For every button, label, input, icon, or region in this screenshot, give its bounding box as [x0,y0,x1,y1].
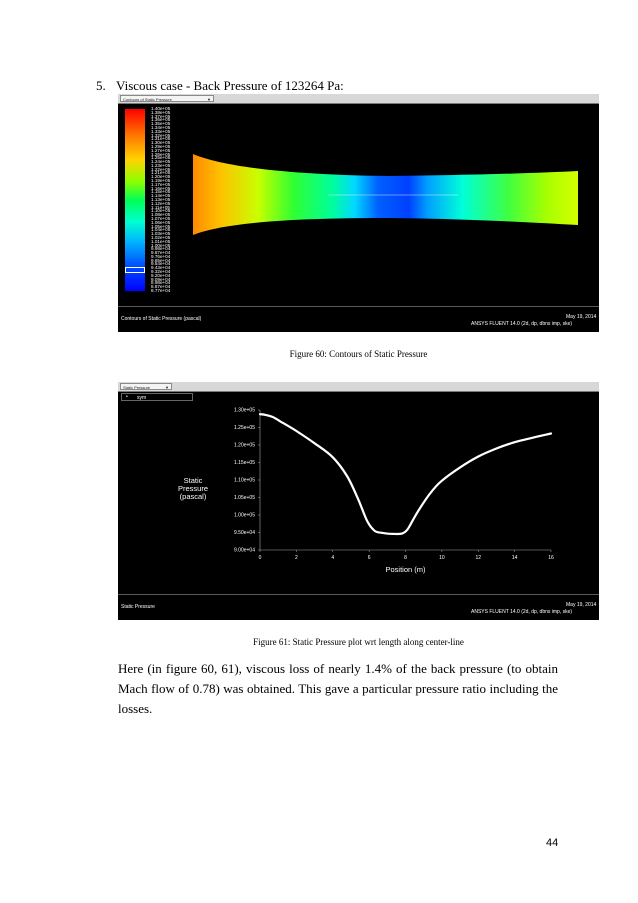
y-tick-label: 1.00e+05 [234,512,255,519]
colorbar-label: 9.87e+04 [151,250,171,256]
colorbar-label: 1.03e+05 [151,231,171,237]
figure-61-footer-solver: ANSYS FLUENT 14.0 (2d, dp, dbns imp, ske) [471,609,573,615]
x-axis-label: Position (m) [385,565,426,574]
footer-divider [118,594,599,595]
colorbar-labels [151,106,191,299]
y-tick-label: 1.15e+05 [234,460,255,467]
colorbar-label: 1.30e+05 [151,140,171,146]
colorbar [125,109,145,291]
y-axis-label: Pressure [177,484,209,493]
colorbar-label: 1.33e+05 [151,128,171,134]
window-tab-label: Static Pressure [123,385,151,390]
x-tick-label: 8 [404,555,407,561]
y-tick-label: 1.30e+05 [234,407,255,414]
colorbar-label: 1.02e+05 [151,234,171,240]
colorbar-label: 1.24e+05 [151,159,171,165]
colorbar-label: 1.05e+05 [151,223,171,229]
colorbar-label: 1.00e+05 [151,242,171,248]
y-axis-label: Static [183,476,203,485]
x-tick-label: 4 [331,555,335,561]
colorbar-label: 1.34e+05 [151,124,171,130]
colorbar-label: 1.14e+05 [151,193,171,199]
window-titlebar [118,94,599,104]
x-tick-label: 12 [475,555,482,561]
x-tick-label: 2 [294,555,298,561]
dropdown-arrow-icon[interactable]: ▼ [207,97,211,102]
colorbar-label: 1.20e+05 [151,174,171,180]
colorbar-label: 1.08e+05 [151,212,171,218]
colorbar-label: 1.23e+05 [151,162,171,168]
colorbar-label: 1.40e+05 [151,106,171,111]
y-tick-label: 1.10e+05 [234,477,255,484]
colorbar-highlight [125,267,145,273]
colorbar-label: 1.16e+05 [151,185,171,191]
colorbar-label: 1.21e+05 [151,170,171,176]
colorbar-label: 8.87e+04 [151,284,171,290]
section-number: 5. [96,78,106,93]
colorbar-label: 9.76e+04 [151,253,171,259]
colorbar-label: 9.20e+04 [151,272,171,278]
colorbar-label: 1.37e+05 [151,113,171,119]
colorbar-label: 1.25e+05 [151,155,171,161]
y-tick-label: 9.50e+04 [234,530,255,537]
x-tick-label: 16 [548,555,554,561]
window-tab-label: Contours of Static Pressure [123,97,172,102]
colorbar-label: 1.19e+05 [151,178,171,184]
x-tick-label: 0 [258,555,262,561]
colorbar-label: 9.43e+04 [151,265,171,271]
footer-divider [118,306,599,307]
colorbar-label: 1.29e+05 [151,143,171,149]
colorbar-label: 1.31e+05 [151,136,171,142]
colorbar-label: 9.98e+04 [151,246,171,252]
y-tick-label: 9.00e+04 [234,547,255,554]
colorbar-label: 1.01e+05 [151,238,171,244]
x-tick-label: 14 [511,555,518,561]
y-tick-label: 1.05e+05 [234,495,255,502]
colorbar-label: 9.54e+04 [151,261,171,267]
figure-61-caption: Figure 61: Static Pressure plot wrt length along center-line [253,637,464,647]
colorbar-label: 1.15e+05 [151,189,171,195]
colorbar-label: 1.27e+05 [151,147,171,153]
colorbar-label: 8.98e+04 [151,280,171,286]
x-tick-label: 6 [367,555,371,561]
x-tick-label: 10 [439,555,445,561]
colorbar-label: 1.38e+05 [151,109,171,115]
colorbar-label: 1.10e+05 [151,208,171,214]
figure-60-contour-window [118,94,599,332]
dropdown-arrow-icon[interactable]: ▼ [165,385,169,390]
colorbar-label: 1.36e+05 [151,117,171,123]
colorbar-label: 9.65e+04 [151,257,171,263]
figure-61-xy-plot-window [118,382,599,620]
colorbar-label: 1.32e+05 [151,132,171,138]
section-heading [96,78,344,94]
colorbar-label: 1.22e+05 [151,166,171,172]
colorbar-label: 1.35e+05 [151,121,171,127]
section-title: Viscous case - Back Pressure of 123264 Pa: [116,78,344,93]
colorbar-label: 1.06e+05 [151,219,171,225]
body-paragraph: Here (in figure 60, 61), viscous loss of nearly 1.4% of the back pressure (to obtain Mach flow of 0.78) was obtained. This gave a particular pressure ratio including the losses. [118,661,558,716]
colorbar-label: 1.11e+05 [151,204,170,210]
figure-61-footer-date: May 19, 2014 [566,602,597,608]
figure-60-footer-title: Contours of Static Pressure (pascal) [121,316,202,322]
figure-60-footer-solver: ANSYS FLUENT 14.0 (2d, dp, dbns imp, ske) [471,321,573,327]
colorbar-label: 9.32e+04 [151,269,171,275]
legend-label: sym [137,395,147,401]
figure-60-caption: Figure 60: Contours of Static Pressure [289,349,428,359]
static-pressure-chart [118,382,599,594]
y-axis-label: (pascal) [179,492,207,501]
figure-61-footer-title: Static Pressure [121,604,155,610]
series-line-sym [260,414,551,534]
colorbar-label: 1.04e+05 [151,227,171,233]
y-tick-label: 1.25e+05 [234,425,255,432]
legend-marker-icon: • [126,394,128,400]
colorbar-label: 1.26e+05 [151,151,171,157]
nozzle-shape [193,154,578,235]
page-number: 44 [546,837,559,849]
colorbar-label: 1.12e+05 [151,200,171,206]
colorbar-label: 1.17e+05 [151,181,171,187]
colorbar-label: 9.09e+04 [151,276,171,282]
colorbar-label: 1.07e+05 [151,215,171,221]
y-tick-label: 1.20e+05 [234,442,255,449]
figure-60-footer-date: May 19, 2014 [566,314,597,320]
nozzle-contour-plot [188,149,588,244]
window-select-dropdown[interactable] [120,95,214,102]
colorbar-label: 8.77e+04 [151,288,171,293]
colorbar-label: 1.13e+05 [151,197,171,202]
